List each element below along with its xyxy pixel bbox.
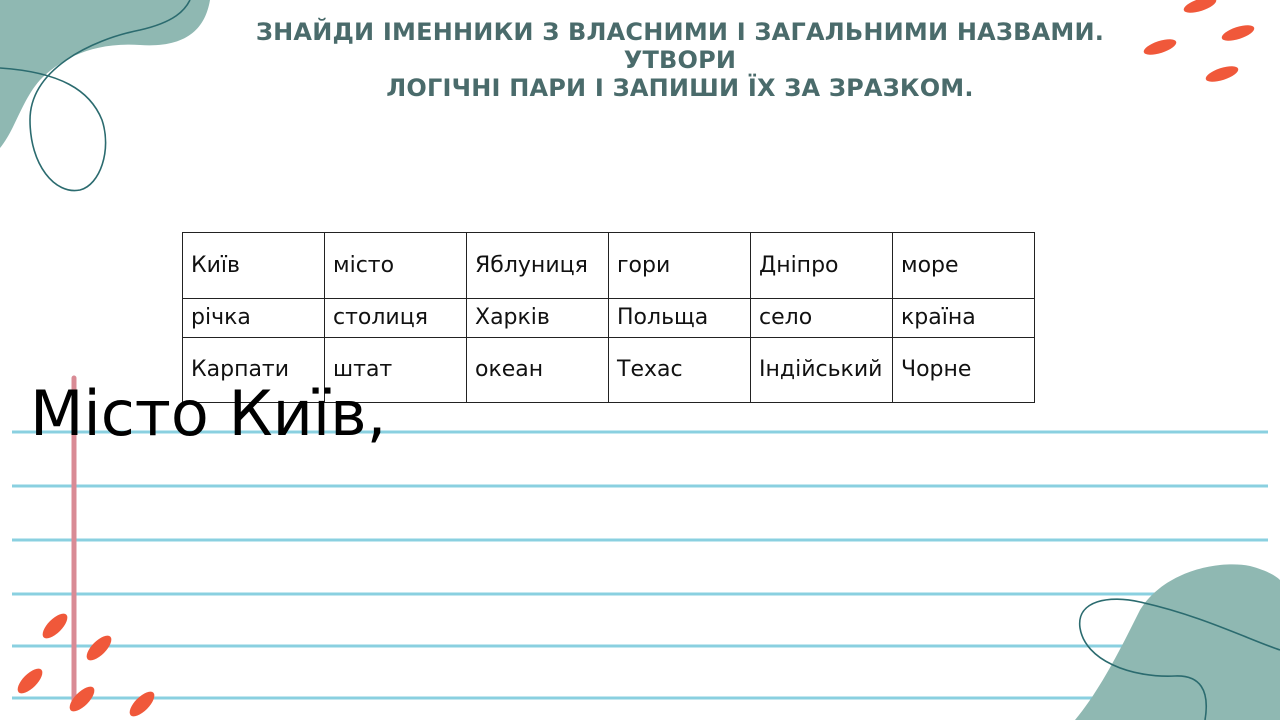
table-cell: річка — [183, 299, 325, 338]
petal — [1182, 0, 1218, 16]
petal — [39, 610, 72, 643]
petal — [83, 632, 116, 665]
title-line-1: ЗНАЙДИ ІМЕННИКИ З ВЛАСНИМИ І ЗАГАЛЬНИМИ НАЗВАМИ. УТВОРИ — [255, 18, 1105, 74]
petal — [14, 665, 47, 698]
table-cell: Карпати — [183, 338, 325, 403]
table-cell: село — [751, 299, 893, 338]
petal — [1220, 22, 1256, 44]
teal-blob-bottom-right — [1075, 564, 1280, 720]
teal-blob-top-left — [0, 0, 210, 148]
title-line-2: ЛОГІЧНІ ПАРИ І ЗАПИШИ ЇХ ЗА ЗРАЗКОМ. — [386, 74, 974, 102]
page-title — [200, 18, 1160, 102]
table-row — [183, 299, 1035, 338]
table-cell: Дніпро — [751, 233, 893, 299]
table-cell: Польща — [609, 299, 751, 338]
example-answer-text[interactable]: Місто Київ, — [30, 377, 387, 450]
notebook-lines — [12, 432, 1268, 698]
table-cell: Індійський — [751, 338, 893, 403]
table-cell: Харків — [467, 299, 609, 338]
table-cell: столиця — [325, 299, 467, 338]
table-cell: Яблуниця — [467, 233, 609, 299]
table-cell: море — [893, 233, 1035, 299]
table-row — [183, 233, 1035, 299]
table-cell: Київ — [183, 233, 325, 299]
table-cell: штат — [325, 338, 467, 403]
table-cell: Чорне — [893, 338, 1035, 403]
table-cell: Техас — [609, 338, 751, 403]
table-cell: місто — [325, 233, 467, 299]
orange-petals-bottom-left — [14, 610, 159, 720]
table-cell: країна — [893, 299, 1035, 338]
table-cell: гори — [609, 233, 751, 299]
petal — [1204, 63, 1240, 85]
petal — [126, 688, 159, 720]
table-cell: океан — [467, 338, 609, 403]
